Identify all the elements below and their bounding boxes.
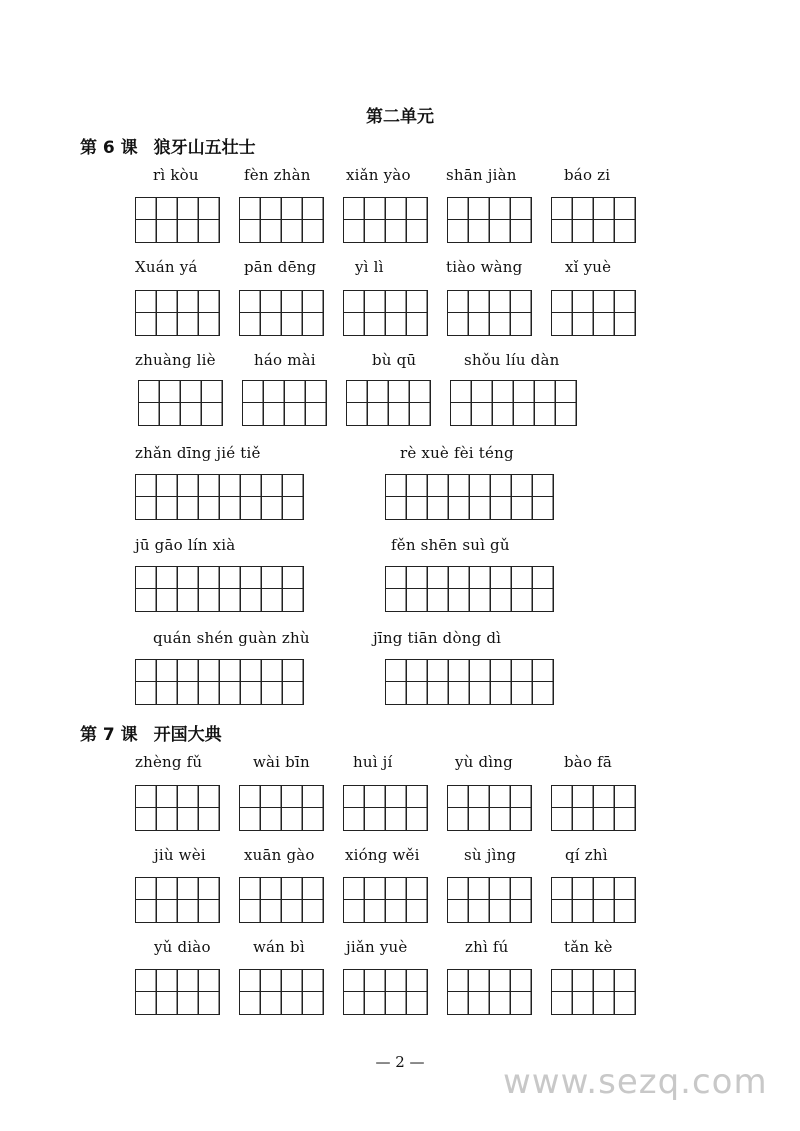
pinyin-label: sù jìng bbox=[464, 846, 517, 864]
writing-grid[interactable] bbox=[385, 474, 554, 520]
pinyin-label: yǔ diào bbox=[154, 938, 211, 956]
writing-grid[interactable] bbox=[135, 659, 304, 705]
writing-grid[interactable] bbox=[343, 197, 428, 243]
pinyin-label: bù qū bbox=[372, 351, 417, 369]
pinyin-label: wán bì bbox=[253, 938, 305, 956]
pinyin-label: jū gāo lín xià bbox=[135, 536, 236, 554]
pinyin-label: fèn zhàn bbox=[244, 166, 311, 184]
pinyin-label: zhèng fǔ bbox=[135, 753, 203, 771]
writing-grid[interactable] bbox=[242, 380, 327, 426]
unit-title: 第二单元 bbox=[366, 107, 434, 127]
pinyin-label: zhì fú bbox=[465, 938, 509, 956]
writing-grid[interactable] bbox=[450, 380, 577, 426]
pinyin-label: rì kòu bbox=[153, 166, 199, 184]
writing-grid[interactable] bbox=[551, 290, 636, 336]
writing-grid[interactable] bbox=[346, 380, 431, 426]
writing-grid[interactable] bbox=[138, 380, 223, 426]
pinyin-label: qí zhì bbox=[565, 846, 608, 864]
pinyin-label: xuān gào bbox=[244, 846, 315, 864]
writing-grid[interactable] bbox=[239, 969, 324, 1015]
writing-grid[interactable] bbox=[135, 877, 220, 923]
lesson-6-number: 第 6 课 bbox=[80, 138, 138, 158]
writing-grid[interactable] bbox=[343, 785, 428, 831]
pinyin-label: shǒu líu dàn bbox=[464, 351, 560, 369]
writing-grid[interactable] bbox=[239, 877, 324, 923]
pinyin-label: yù dìng bbox=[455, 753, 513, 771]
writing-grid[interactable] bbox=[447, 785, 532, 831]
pinyin-label: huì jí bbox=[353, 753, 393, 771]
writing-grid[interactable] bbox=[447, 290, 532, 336]
writing-grid[interactable] bbox=[551, 785, 636, 831]
writing-grid[interactable] bbox=[239, 290, 324, 336]
writing-grid[interactable] bbox=[447, 197, 532, 243]
writing-grid[interactable] bbox=[135, 290, 220, 336]
lesson-6-title bbox=[80, 133, 256, 158]
pinyin-label: jiù wèi bbox=[154, 846, 206, 864]
pinyin-label: bào fā bbox=[564, 753, 613, 771]
pinyin-label: shān jiàn bbox=[446, 166, 517, 184]
pinyin-label: jiǎn yuè bbox=[346, 938, 408, 956]
lesson-6-name: 狼牙山五壮士 bbox=[153, 138, 256, 158]
writing-grid[interactable] bbox=[135, 969, 220, 1015]
writing-grid[interactable] bbox=[551, 197, 636, 243]
writing-grid[interactable] bbox=[385, 566, 554, 612]
pinyin-label: jīng tiān dòng dì bbox=[373, 629, 502, 647]
writing-grid[interactable] bbox=[385, 659, 554, 705]
writing-grid[interactable] bbox=[135, 785, 220, 831]
writing-grid[interactable] bbox=[239, 785, 324, 831]
pinyin-label: tǎn kè bbox=[564, 938, 613, 956]
lesson-7-number: 第 7 课 bbox=[80, 725, 138, 745]
pinyin-label: zhǎn dīng jié tiě bbox=[135, 444, 261, 462]
writing-grid[interactable] bbox=[135, 197, 220, 243]
pinyin-label: zhuàng liè bbox=[135, 351, 216, 369]
writing-grid[interactable] bbox=[551, 877, 636, 923]
lesson-7-name: 开国大典 bbox=[153, 725, 222, 745]
pinyin-label: rè xuè fèi téng bbox=[400, 444, 514, 462]
writing-grid[interactable] bbox=[135, 566, 304, 612]
pinyin-label: yì lì bbox=[355, 258, 384, 276]
pinyin-label: pān dēng bbox=[244, 258, 317, 276]
pinyin-label: quán shén guàn zhù bbox=[153, 629, 310, 647]
lesson-7-title bbox=[80, 720, 222, 745]
writing-grid[interactable] bbox=[551, 969, 636, 1015]
pinyin-label: xiǎn yào bbox=[346, 166, 411, 184]
pinyin-label: xióng wěi bbox=[345, 846, 420, 864]
watermark: www.sezq.com bbox=[503, 1062, 768, 1102]
writing-grid[interactable] bbox=[447, 969, 532, 1015]
writing-grid[interactable] bbox=[343, 877, 428, 923]
writing-grid[interactable] bbox=[343, 290, 428, 336]
pinyin-label: tiào wàng bbox=[446, 258, 523, 276]
writing-grid[interactable] bbox=[447, 877, 532, 923]
pinyin-label: fěn shēn suì gǔ bbox=[391, 536, 510, 554]
page-number: — 2 — bbox=[375, 1053, 425, 1071]
pinyin-label: xǐ yuè bbox=[565, 258, 612, 276]
writing-grid[interactable] bbox=[239, 197, 324, 243]
pinyin-label: háo mài bbox=[254, 351, 316, 369]
pinyin-label: báo zi bbox=[564, 166, 611, 184]
writing-grid[interactable] bbox=[343, 969, 428, 1015]
writing-grid[interactable] bbox=[135, 474, 304, 520]
pinyin-label: wài bīn bbox=[253, 753, 310, 771]
pinyin-label: Xuán yá bbox=[135, 258, 198, 276]
